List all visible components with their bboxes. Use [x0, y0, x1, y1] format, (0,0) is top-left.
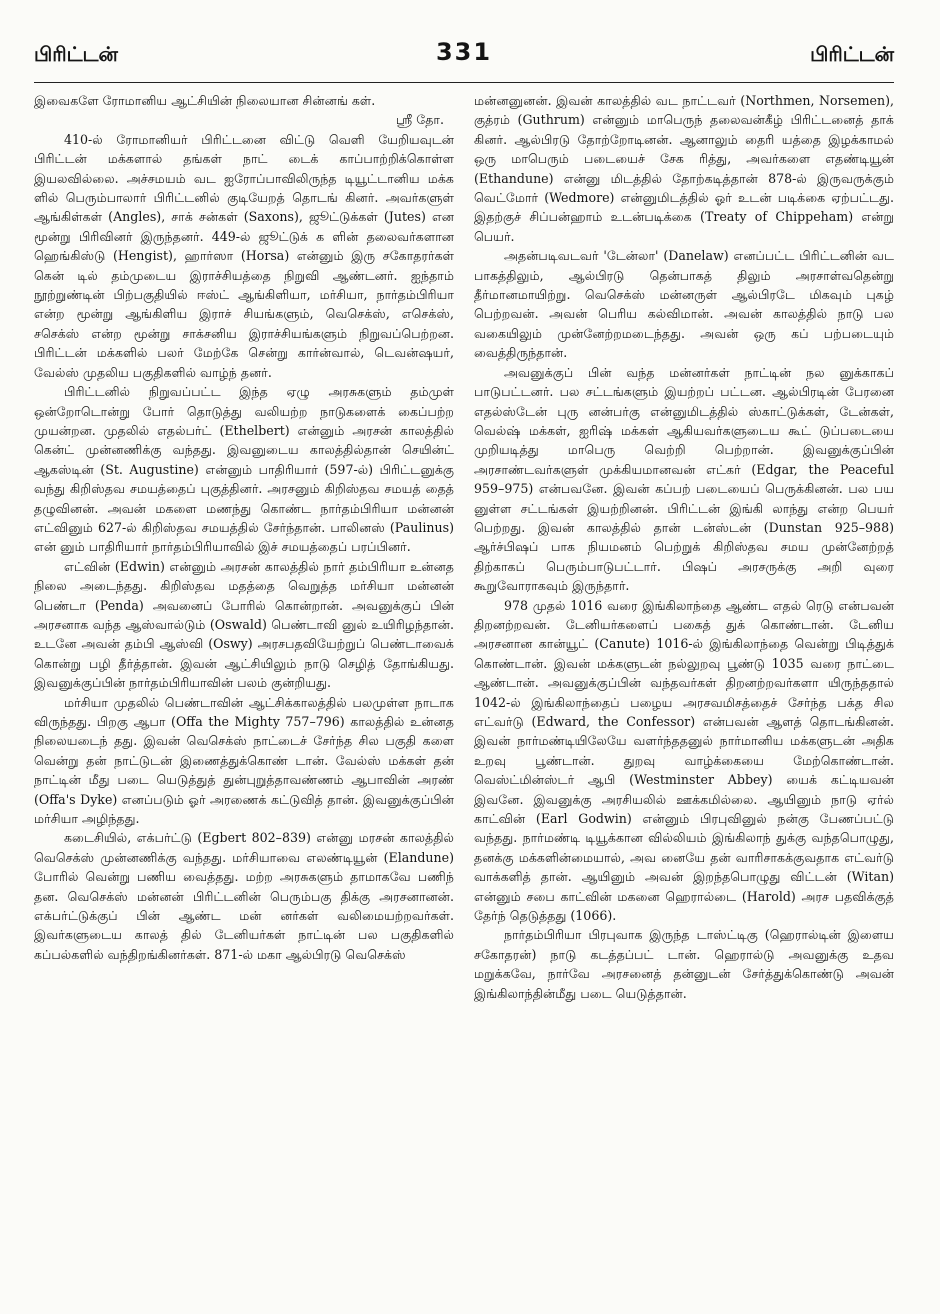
header-left-title: பிரிட்டன்: [34, 42, 118, 66]
paragraph: 410-ல் ரோமானியர் பிரிட்டனை விட்டு வெளி யேறியவுடன் பிரிட்டன் மக்களால் தங்கள் நாட் டைக் காப்பாற்றிக்கொள்ள இயலவில்லை. அச்சமயம் வட ஐரோப்பாவிலிருந்த டியூட்டானிய மக்க ளில் பெரும்பாலார் பிரிட்டனில் குடியேறத் தொடங் கினர். அவர்களுள் ஆங்கிள்கள் (Angles), சாக் சன்கள் (Saxons), ஜூட்டுக்கள் (Jutes) என மூன்று பிரிவினர் இருந்தனர். 449-ல் ஜூட்டுக் க ளின் தலைவர்களான ஹெங்கிஸ்டு (Hengist), ஹார்ஸா (Horsa) என்னும் இரு சகோதரர்கள் கென் டில் தம்முடைய இராச்சியத்தை நிறுவி ஆண்டனர். ஐந்தாம் நூற்றுண்டின் பிற்பகுதியில் ஈஸ்ட் ஆங்கிளியா, மர்சியா, நார்தம்பிரியா என்ற மூன்று ஆங்கிளிய இராச் சியங்களும், வெசெக்ஸ், எசெக்ஸ், சசெக்ஸ் என்ற மூன்று சாக்சனிய இராச்சியங்களும் நிறுவப்பெற்றன. பிரிட்டன் மக்களில் பலர் மேற்கே சென்று கார்ன்வால், டெவன்ஷயர், வேல்ஸ் முதலிய பகுதிகளில் வாழ்ந் தனர்.: [34, 131, 454, 380]
paragraph: பிரிட்டனில் நிறுவப்பட்ட இந்த ஏழு அரசுகளும் தம்முள் ஒன்றோடொன்று போர் தொடுத்து வலியற்ற நாடுகளைக் கைப்பற்ற முயன்றன. முதலில் எதல்பர்ட் (Ethelbert) என்னும் அரசன் காலத்தில் கென்ட் முன்னணிக்கு வந்தது. இவனுடைய காலத்தில்தான் செயின்ட் ஆகஸ்டின் (St. Augustine) என்னும் பாதிரியார் (597-ல்) பிரிட்டனுக்கு வந்து கிறிஸ்தவ சமயத்தைப் புகுத்தினர். அரசனும் கிறிஸ்தவ சமயத் தைத் தழுவினன். அவன் மகளை மணந்து கொண்ட நார்தம்பிரியா மன்னன் எட்வினும் 627-ல் கிறிஸ்தவ சமயத்தில் சேர்ந்தான். பாலினஸ் (Paulinus) என் னும் பாதிரியார் நார்தம்பிரியாவில் இச் சமயத்தைப் பரப்பினர்.: [34, 384, 454, 555]
page-number: 331: [435, 38, 493, 66]
right-column: [474, 91, 894, 1003]
paragraph: 978 முதல் 1016 வரை இங்கிலாந்தை ஆண்ட எதல் ரெடு என்பவன் திறனற்றவன். டேனியர்களைப் பகைத் துக் கொண்டான். டேனிய அரசனான கான்யூட் (Canute) 1016-ல் இங்கிலாந்தை வென்று பிடித்துக் கொண்டான். இவன் மக்களுடன் நல்லுறவு பூண்டு 1035 வரை நாட்டை ஆண்டான். அவனுக்குப்பின் வந்தவர்கள் திறனற்றவர்களா யிருந்ததால் 1042-ல் இங்கிலாந்தைப் பழைய அரசவமிசத்தைச் சேர்ந்த பக்த சில எட்வர்டு (Edward, the Confessor) என்பவன் ஆளத் தொடங்கினன். இவன் நார்மண்டியிலேயே வளர்ந்ததனுல் நார்மானிய மக்களுடன் அதிக உறவு பூண்டான். துறவு வாழ்க்கையை மேற்கொண்டான். வெஸ்ட்மின்ஸ்டர் ஆபி (Westminster Abbey) யைக் கட்டியவன் இவனே. இவனுக்கு அரசியலில் ஊக்கமில்லை. ஆயினும் நாடு ஏர்ல் காட்வின் (Earl Godwin) என்னும் பிரபுவினுல் நன்கு பேணப்பட்டு வந்தது. நார்மண்டி டியூக்கான வில்லியம் இங்கிலாந் துக்கு வந்தபொழுது, தனக்கு மக்களின்மையால், அவ னையே தன் வாரிசாகக்குவதாக எட்வர்டு வாக்களித் தான். ஆயினும் அவன் இறந்தபொழுது விட்டன் (Witan) என்னும் சபை காட்வின் மகனை ஹெரால்டை (Harold) அரச பதவிக்குத் தேர்ந் தெடுத்தது (1066).: [474, 597, 894, 924]
paragraph: மர்சியா முதலில் பெண்டாவின் ஆட்சிக்காலத்தில் பலமுள்ள நாடாக விருந்தது. பிறகு ஆபா (Offa the Mighty 757–796) காலத்தில் உன்னத நிலையடைந் தது. இவன் வெசெக்ஸ் நாட்டைச் சேர்ந்த சில பகுதி களை வென்று தன் நாட்டுடன் இணைத்துக்கொண் டான். வேல்ஸ் மக்கள் தன் நாட்டின் மீது படை யெடுத்துத் துன்புறுத்தாவண்ணம் ஆபாவின் அரண் (Offa's Dyke) எனப்படும் ஓர் அரணைக் கட்டுவித் தான். இவனுக்குப்பின் மர்சியா அழிந்தது.: [34, 694, 454, 827]
paragraph: கடைசியில், எக்பர்ட்டு (Egbert 802–839) என்னு மரசன் காலத்தில் வெசெக்ஸ் முன்னணிக்கு வந்தது. மர்சியாவை எலண்டியூன் (Elandune) போரில் வென்று பணிய வைத்தது. மற்ற அரசுகளும் தாமாகவே பணிந் தன. வெசெக்ஸ் மன்னன் பிரிட்டனின் பெரும்பகு திக்கு அரசனானன். எக்பர்ட்டுக்குப் பின் ஆண்ட மன் னர்கள் வலிமையற்றவர்கள். இவர்களுடைய காலத் தில் டேனியர்கள் நாட்டின் பல பகுதிகளில் கப்பல்களில் வந்திறங்கினர்கள். 871-ல் மகா ஆல்பிரடு வெசெக்ஸ்: [34, 830, 454, 962]
header-right-title: பிரிட்டன்: [810, 42, 894, 66]
paragraph: அதன்படிவடவர் 'டேன்லா' (Danelaw) எனப்பட்ட பிரிட்டனின் வட பாகத்திலும், ஆல்பிரடு தென்பாகத் திலும் அரசாள்வதென்று தீர்மானமாயிற்று. வெசெக்ஸ் மன்னருள் ஆல்பிரடே மிகவும் புகழ் பெற்றவன். அவன் பெரிய கல்விமான். அவன் காலத்தில் நாடு பல வகையிலும் முன்னேற்றமடைந்தது. அவன் ஒரு கப் பற்படையும் வைத்திருந்தான்.: [474, 248, 894, 361]
running-header: [34, 36, 894, 83]
paragraph: மன்னனுனன். இவன் காலத்தில் வட நாட்டவர் (Northmen, Norsemen), குத்ரம் (Guthrum) என்னும் மாபெருந் தலைவன்கீழ் பிரிட்டனைத் தாக் கினர். ஆல்பிரடு தோற்றோடினன். ஆனாலும் தைரி யத்தை இழக்காமல் ஒரு மாபெரும் படையைச் சேக ரித்து, அவர்களை எதண்டியூன் (Ethandune) என்னு மிடத்தில் தோற்கடித்தான் 878-ல் இருவருக்கும் வெட்மோர் (Wedmore) என்னுமிடத்தில் ஓர் உடன் படிக்கை ஏற்பட்டது. இதற்குச் சிப்பன்ஹாம் உடன்படிக்கை (Treaty of Chippeham) என்று பெயர்.: [474, 93, 894, 244]
left-column: [34, 91, 454, 1003]
author-signature: ஸ்ரீ தோ.: [395, 112, 444, 128]
paragraph: இவைகளே ரோமானிய ஆட்சியின் நிலையான சின்னங் கள்.: [34, 93, 376, 108]
paragraph: அவனுக்குப் பின் வந்த மன்னர்கள் நாட்டின் நல னுக்காகப் பாடுபட்டனர். பல சட்டங்களும் இயற்றப் பட்டன. ஆல்பிரடின் பேரனை எதல்ஸ்டேன் புரு னன்பர்கு என்னுமிடத்தில் ஸ்காட்டுக்கள், டேன்கள், வெல்ஷ் மக்கள், ஐரிஷ் மக்கள் ஆகியவர்களுடைய கூட் டுப்படையை முறியடித்து மாபெரு வெற்றி பெற்றான். இவனுக்குப்பின் அரசாண்டவர்களுள் முக்கியமானவன் எட்கர் (Edgar, the Peaceful 959–975) என்பவனே. இவன் கப்பற் படையைப் பெருக்கினன். பல பய னுள்ள சட்டங்கள் இயற்றினன். பிரிட்டன் இங்கி லாந்து என்ற பெயர் பெற்றது. இவன் காலத்தில் தான் டன்ஸ்டன் (Dunstan 925–988) ஆர்ச்பிஷப் பாக நியமனம் பெற்றுக் கிறிஸ்தவ சமய முன்னேற்றத் திற்காகப் பெரும்பாடுபட்டார். பிஷப் அரசருக்கு அறி வுரை கூறுவோராகவும் இருந்தார்.: [474, 364, 894, 594]
text-columns: [34, 91, 894, 1003]
paragraph: எட்வின் (Edwin) என்னும் அரசன் காலத்தில் நார் தம்பிரியா உன்னத நிலை அடைந்தது. கிறிஸ்தவ மதத்தை வெறுத்த மர்சியா மன்னன் பெண்டா (Penda) அவனைப் போரில் கொன்றான். அவனுக்குப் பின் அரசனாக வந்த ஆஸ்வால்டும் (Oswald) பெண்டாவி னுல் உயிரிழந்தான். உடனே அவன் தம்பி ஆஸ்வி (Oswy) அரசபதவியேற்றுப் பெண்டாவைக் கொன்று பழி தீர்த்தான். இவன் ஆட்சியிலும் நாடு செழித் தோங்கியது. இவனுக்குப்பின் நார்தம்பிரியாவின் பலம் குன்றியது.: [34, 558, 454, 691]
paragraph: நார்தம்பிரியா பிரபுவாக இருந்த டாஸ்ட்டிகு (ஹெரால்டின் இளைய சகோதரன்) நாடு கடத்தப்பட் டான். ஹெரால்டு அவனுக்கு உதவ மறுக்கவே, நார்வே அரசனைத் தன்னுடன் சேர்த்துக்கொண்டு அவன் இங்கிலாந்தின்மீது படை யெடுத்தான்.: [474, 927, 894, 1001]
